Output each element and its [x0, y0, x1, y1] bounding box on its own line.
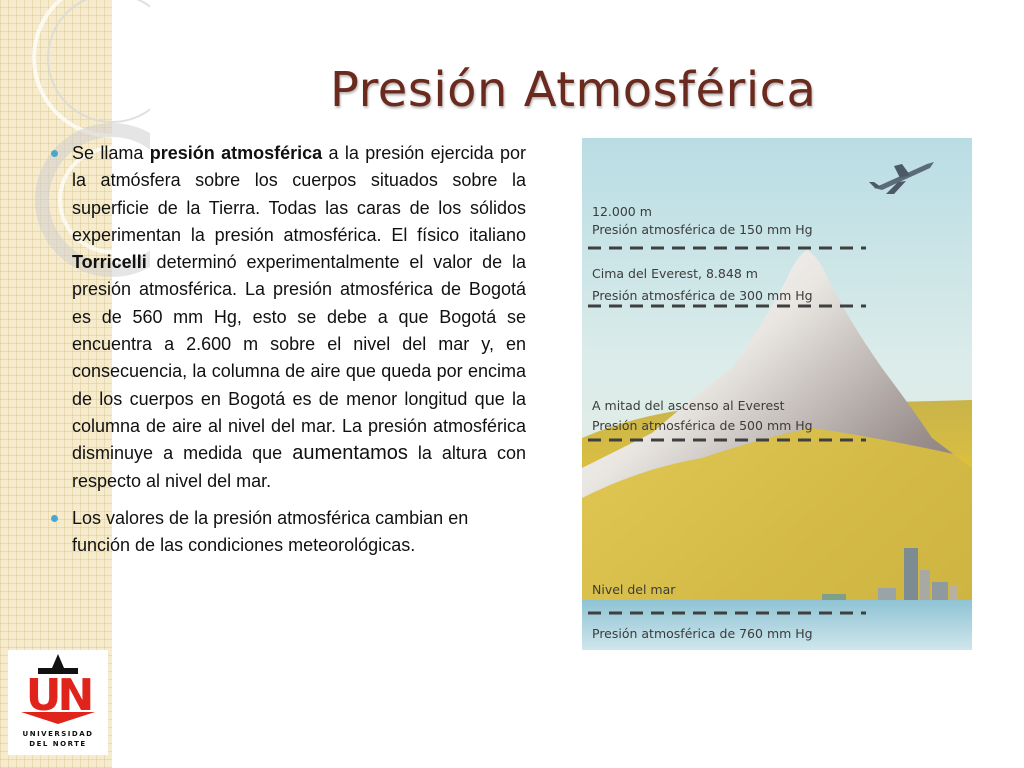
- bullet-1-emphasis-aumentamos: aumentamos: [292, 442, 408, 465]
- logo-line-1: UNIVERSIDAD: [22, 730, 94, 738]
- building: [904, 548, 918, 608]
- bullet-dot-icon: [51, 515, 58, 522]
- bullet-1-text-4: la altura con respecto al nivel del mar.: [72, 443, 527, 491]
- sea: [582, 600, 972, 650]
- pressure-altitude-illustration: [582, 138, 972, 650]
- label-mid-ascent: A mitad del ascenso al Everest: [592, 398, 785, 413]
- bullet-item-1: [48, 140, 526, 495]
- label-altitude-12000: 12.000 m: [592, 204, 652, 219]
- logo-mark: [8, 650, 108, 728]
- label-pressure-150: Presión atmosférica de 150 mm Hg: [592, 222, 813, 237]
- bullet-1-bold-term-torricelli: Torricelli: [72, 252, 147, 273]
- label-everest-summit: Cima del Everest, 8.848 m: [592, 266, 758, 281]
- illustration-svg: [582, 138, 972, 650]
- decorative-arc-1: [34, 0, 150, 136]
- bullet-item-2: [48, 505, 526, 560]
- label-sea-level: Nivel del mar: [592, 582, 676, 597]
- label-pressure-760: Presión atmosférica de 760 mm Hg: [592, 626, 813, 641]
- bullet-2-text: Los valores de la presión atmosférica cambian en función de las condiciones meteorológicas.: [72, 507, 469, 556]
- bullet-dot-icon: [51, 150, 58, 157]
- label-pressure-500: Presión atmosférica de 500 mm Hg: [592, 418, 813, 433]
- logo-top-triangle: [52, 654, 64, 668]
- university-logo: [8, 650, 108, 755]
- label-pressure-300: Presión atmosférica de 300 mm Hg: [592, 288, 813, 303]
- bullet-1-bold-term-presion: presión atmosférica: [149, 143, 323, 163]
- logo-line-2: DEL NORTE: [29, 740, 87, 748]
- bullet-1-text-1: Se llama: [72, 143, 150, 163]
- decorative-arc-2: [48, 0, 150, 122]
- bullet-list: [48, 140, 526, 559]
- bullet-1-text-2: a la presión ejercida por la atmósfera sobre los cuerpos situados sobre la superficie de la Tierra. Todas las caras de los sólidos experimentan la presión atmosférica. El físico italiano: [72, 143, 526, 245]
- slide-content: [48, 140, 526, 569]
- slide-title: Presión Atmosférica: [330, 62, 817, 118]
- logo-letters: UN: [25, 670, 91, 721]
- bullet-1-text-3: determinó experimentalmente el valor de la presión atmosférica. La presión atmosférica de Bogotá es de 560 mm Hg, esto se debe a que Bogotá se encuentra a 2.600 m sobre el nivel del mar y, en consecuencia, la columna de aire que queda por encima de los cuerpos en Bogotá es de menor longitud que la columna de aire al nivel del mar. La presión atmosférica disminuye a medida que: [72, 252, 526, 464]
